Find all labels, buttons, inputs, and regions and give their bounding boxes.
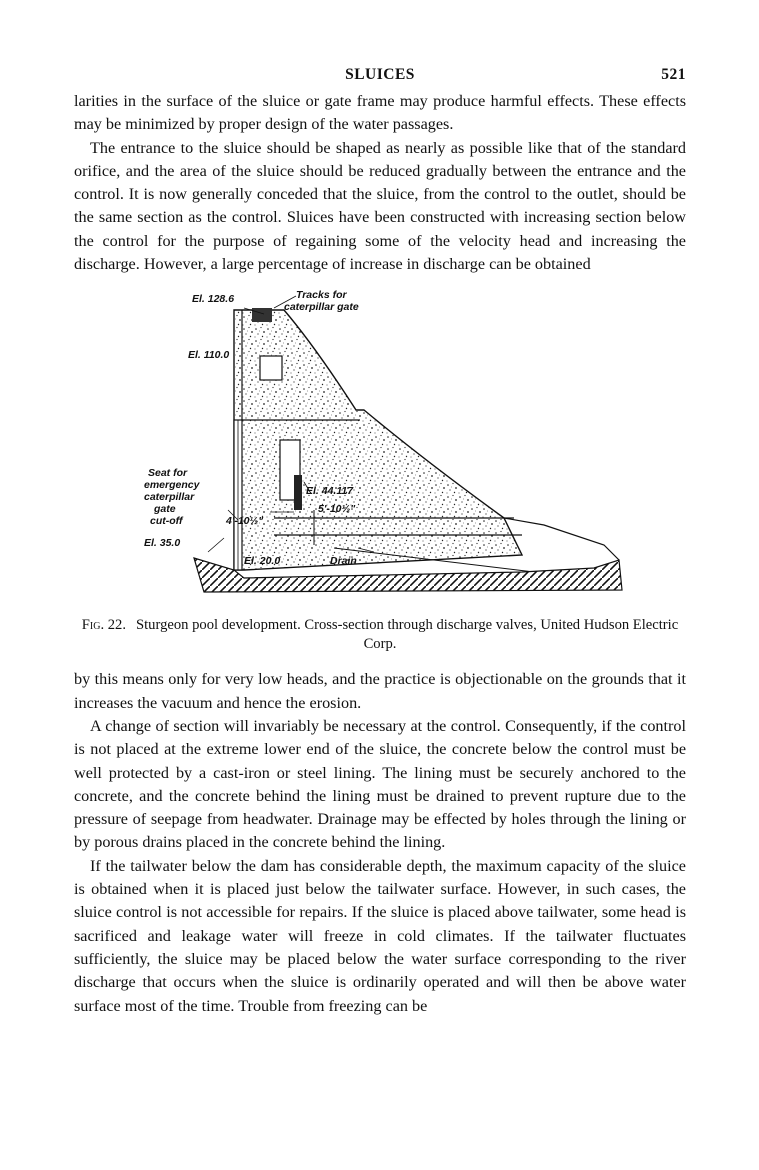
caption-text: Sturgeon pool development. Cross-section through discharge valves, United Hudson Electric Corp. <box>136 617 679 653</box>
gate-chamber <box>260 356 282 380</box>
label-tracks: Tracks for <box>296 289 347 302</box>
figure-number: Fig. 22. <box>81 617 127 634</box>
label-cutoff: cut-off <box>150 515 183 528</box>
book-page <box>74 66 686 1018</box>
paragraph-4: A change of section will invariably be necessary at the control. Consequently, if the control is not placed at the extreme lower end of the sluice, the concrete below the control must be well protected by a cast-iron or steel lining. The lining must be securely anchored to the concrete, and the concrete behind the lining must be drained to prevent rupture due to the pressure of seepage from headwater. Drainage may be effected by holes through the lining or by porous drains placed in the concrete behind the lining. <box>74 716 686 852</box>
label-el-35: El. 35.0 <box>144 537 181 550</box>
label-seat-4: gate <box>154 503 176 516</box>
label-el-20: El. 20.0 <box>244 555 281 568</box>
dam-cross-section-drawing <box>74 290 686 610</box>
label-dim-4: 4'-10½" <box>226 515 264 528</box>
paragraph-3: by this means only for very low heads, and the practice is objectionable on the grounds that it increases the vacuum and hence the erosion. <box>74 670 686 712</box>
label-dim-5: 5'-10½" <box>318 503 356 516</box>
label-el-44: El. 44.117 <box>306 485 354 498</box>
paragraph-2: The entrance to the sluice should be shaped as nearly as possible like that of the standard orifice, and the area of the sluice should be reduced gradually between the entrance and the control. It is now generally conceded that the sluice, from the control to the outlet, should be the same section as the control. Sluices have been constructed with increasing section below the control for the purpose of regaining some of the velocity head and increasing the discharge. However, a large percentage of increase in discharge can be obtained <box>74 138 686 274</box>
paragraph-5: If the tailwater below the dam has considerable depth, the maximum capacity of the sluice is obtained when it is placed just below the tailwater surface. However, in such cases, the sluice control is not accessible for repairs. If the sluice is placed above tailwater, some head is sacrificed and leakage water will freeze in cold climates. If the tailwater fluctuates sufficiently, the sluice may be placed below the water surface corresponding to the river discharge that occurs when the sluice is ordinarily operated and will then be above water surface most of the time. Trouble from freezing can be <box>74 856 686 1015</box>
caterpillar-gate-top <box>252 308 272 322</box>
label-el-110: El. 110.0 <box>188 349 230 362</box>
label-el-128: El. 128.6 <box>192 293 235 306</box>
label-seat-3: caterpillar <box>144 491 195 504</box>
running-head <box>74 66 686 90</box>
chapter-title: SLUICES <box>345 66 415 83</box>
figure-22 <box>74 290 686 610</box>
label-seat-1: Seat for <box>148 467 188 480</box>
figure-caption <box>74 616 686 654</box>
discharge-valve <box>294 475 302 510</box>
paragraph-1: larities in the surface of the sluice or gate frame may produce harmful effects. These effects may be minimized by proper design of the water passages. <box>74 92 686 134</box>
label-tracks-2: caterpillar gate <box>284 301 359 314</box>
label-seat-2: emergency <box>144 479 200 492</box>
page-number: 521 <box>661 66 686 83</box>
label-drain: Drain <box>330 555 357 568</box>
dam-concrete-body <box>234 310 522 570</box>
